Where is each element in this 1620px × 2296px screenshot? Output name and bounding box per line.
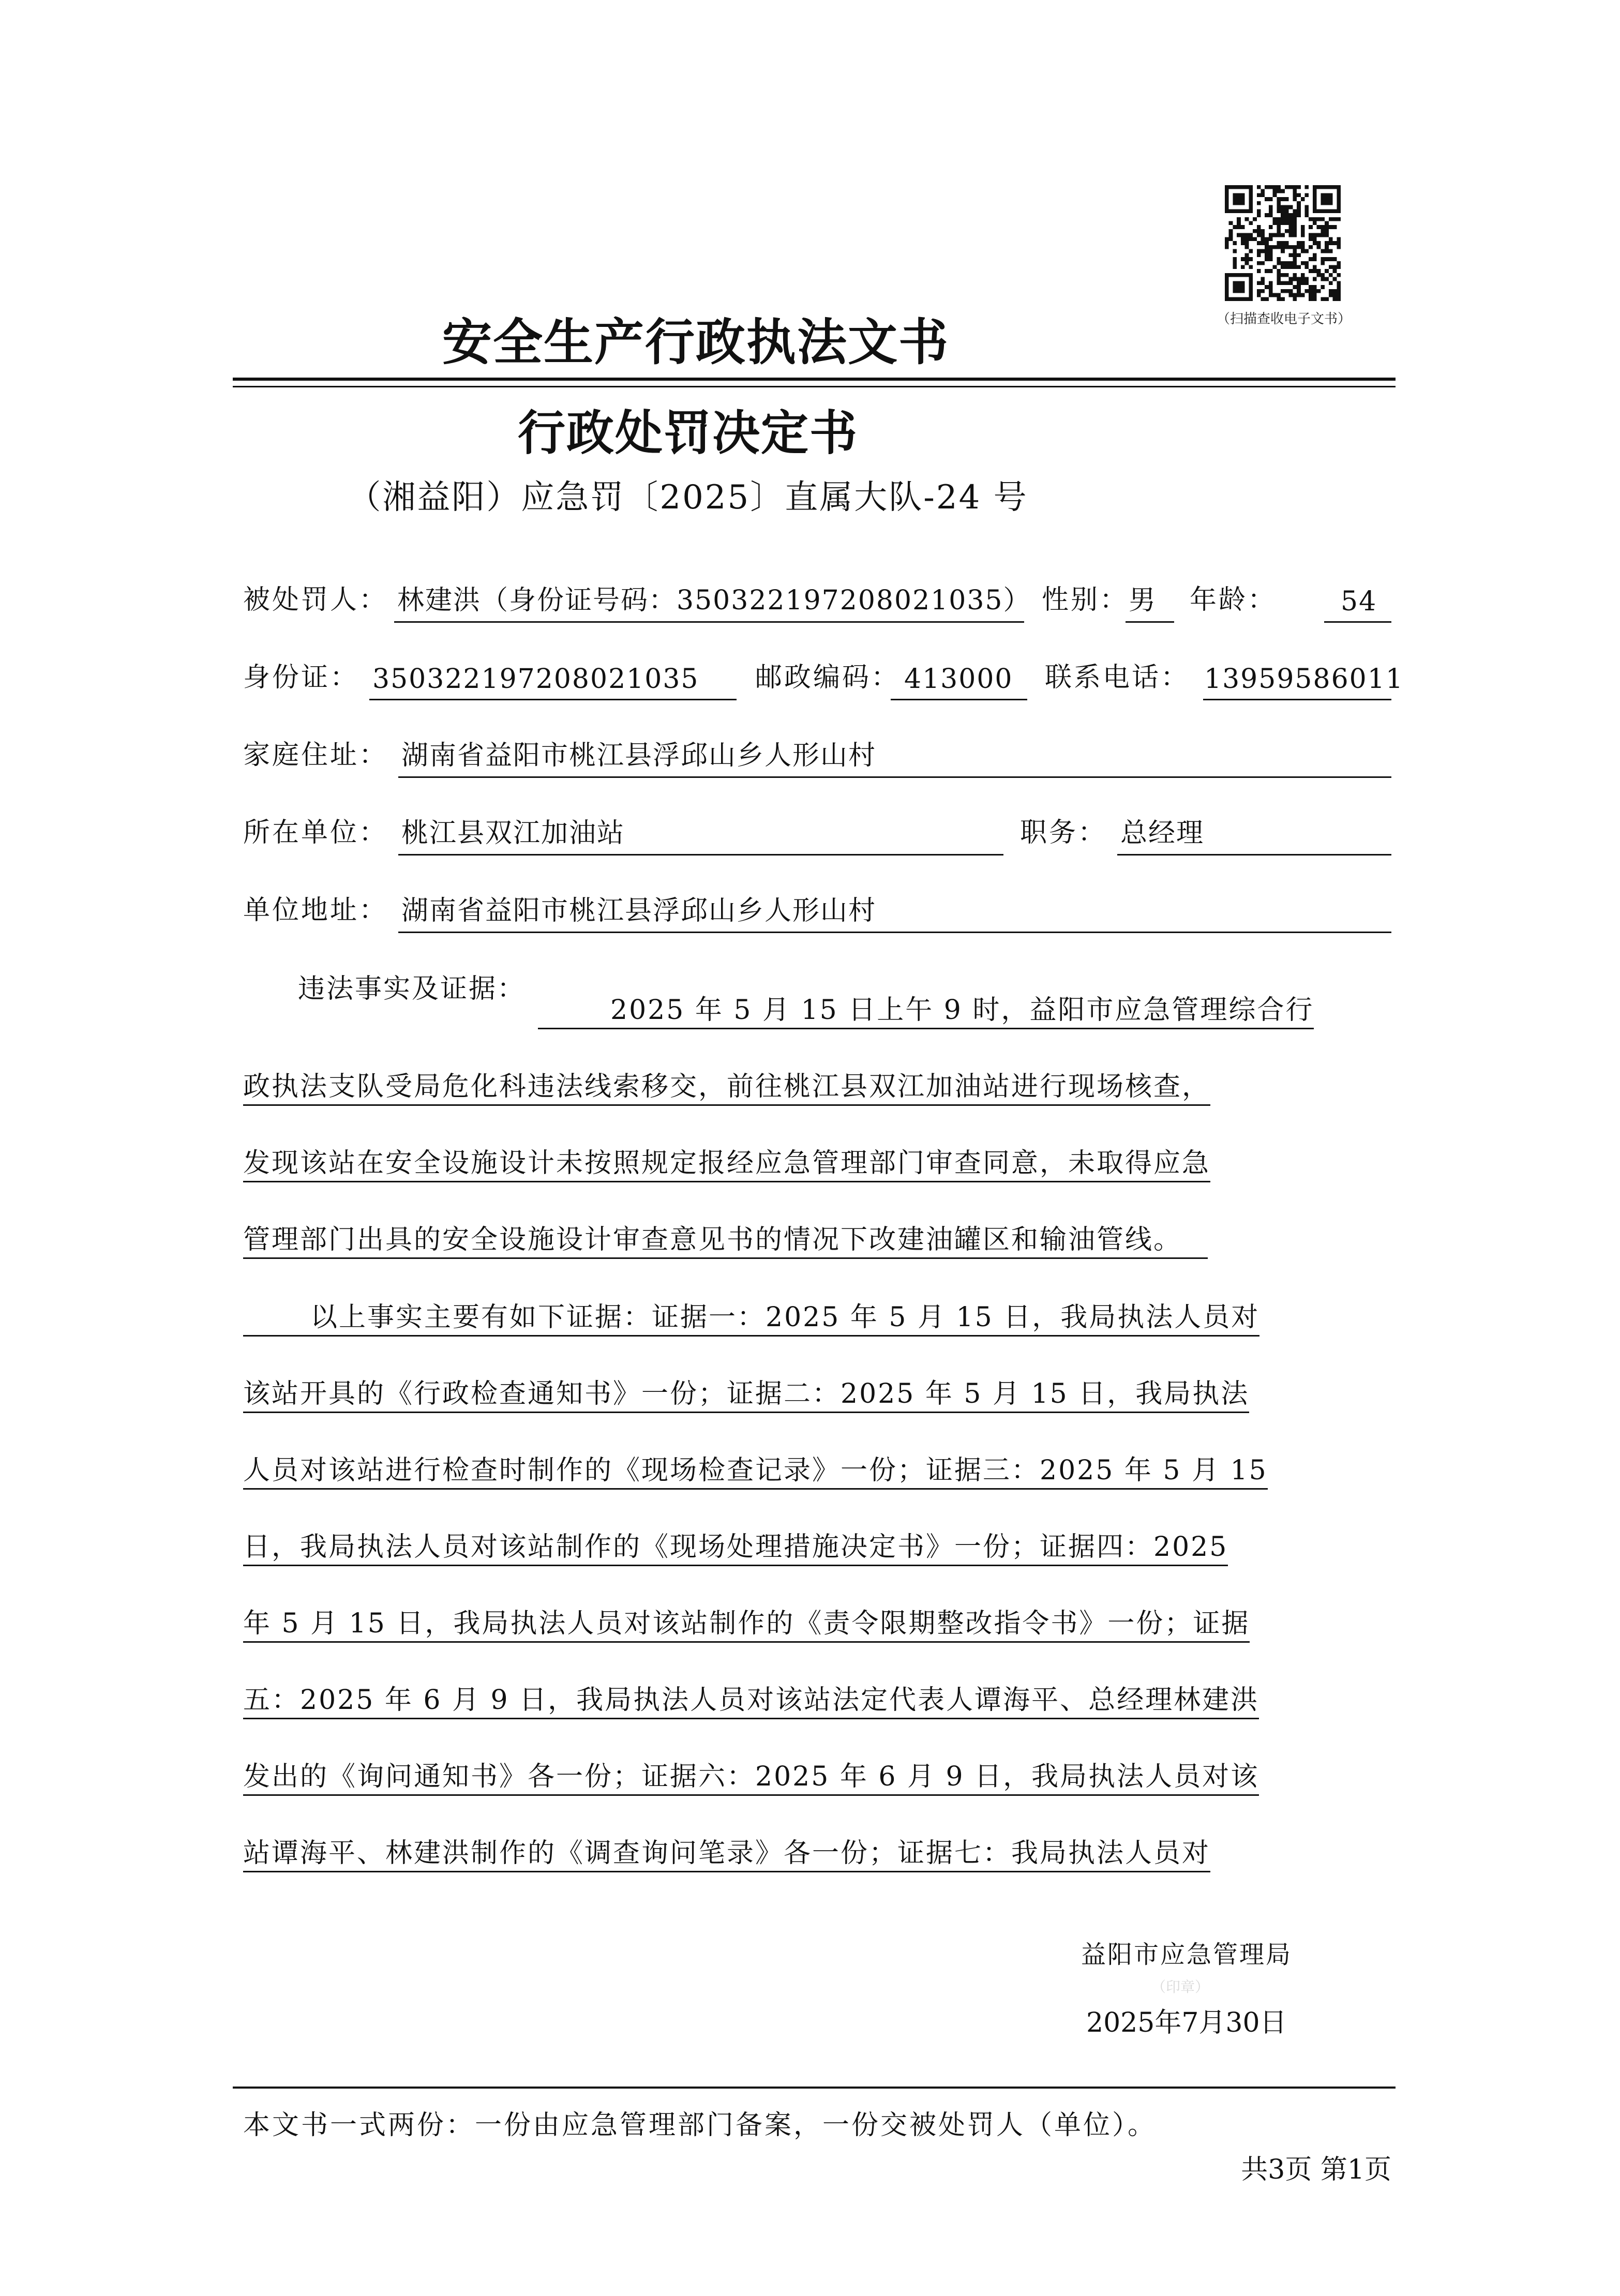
position-value: 总经理 (1120, 818, 1205, 849)
issuing-agency: 益阳市应急管理局 (1081, 1940, 1293, 1969)
evidence-line-text: 站谭海平、林建洪制作的《调查询问笔录》各一份；证据七：我局执法人员对 (243, 1838, 1210, 1872)
home-address-value: 湖南省益阳市桃江县浮邱山乡人形山村 (401, 740, 877, 771)
evidence-line (243, 1423, 1391, 1500)
gender-label: 性别： (1042, 584, 1129, 616)
employer-address-row (243, 895, 1391, 936)
position-field (1117, 818, 1391, 856)
postal-label: 邮政编码： (755, 662, 901, 693)
facts-line-text: 2025 年 5 月 15 日上午 9 时，益阳市应急管理综合行 (538, 995, 1314, 1029)
evidence-line-text: 人员对该站进行检查时制作的《现场检查记录》一份；证据三：2025 年 5 月 15 (243, 1455, 1268, 1490)
document-title: 行政处罚决定书 (517, 405, 858, 461)
document-number: （湘益阳）应急罚〔2025〕直属大队-24 号 (348, 478, 1028, 517)
qr-caption: （扫描查收电子文书） (1216, 311, 1351, 327)
facts-line (243, 1040, 1391, 1116)
evidence-list (243, 1270, 1391, 1883)
facts-line (243, 1116, 1391, 1193)
penalized-person-row (243, 584, 1391, 626)
postal-value: 413000 (904, 664, 1013, 695)
facts-line (243, 1193, 1391, 1269)
evidence-line (243, 1653, 1391, 1730)
penalized-label: 被处罚人： (243, 584, 388, 616)
evidence-line (243, 1806, 1391, 1883)
evidence-line-text: 该站开具的《行政检查通知书》一份；证据二：2025 年 5 月 15 日，我局执法 (243, 1378, 1249, 1413)
evidence-line-text: 日，我局执法人员对该站制作的《现场处理措施决定书》一份；证据四：2025 (243, 1532, 1228, 1566)
evidence-line (243, 1577, 1391, 1653)
phone-value-field (1203, 664, 1404, 700)
facts-label: 违法事实及证据： (298, 973, 526, 1004)
qr-code (1225, 185, 1341, 301)
evidence-line-text: 五：2025 年 6 月 9 日，我局执法人员对该站法定代表人谭海平、总经理林建洪 (243, 1685, 1259, 1719)
age-value: 54 (1341, 586, 1377, 617)
id-value-field (369, 664, 737, 700)
footer-rule (233, 2087, 1396, 2089)
evidence-line (243, 1270, 1391, 1347)
phone-label: 联系电话： (1045, 662, 1190, 693)
id-value: 350322197208021035 (372, 664, 699, 695)
home-address-field (398, 740, 1391, 778)
page-indicator: 共3页 第1页 (1241, 2154, 1391, 2185)
evidence-line (243, 1730, 1391, 1806)
age-label: 年龄： (1190, 584, 1277, 616)
postal-value-field (891, 664, 1027, 700)
gender-value-field (1126, 585, 1174, 623)
facts-line (243, 963, 1391, 1040)
home-address-label: 家庭住址： (243, 740, 388, 771)
facts-line-text: 发现该站在安全设施设计未按照规定报经应急管理部门审查同意，未取得应急 (243, 1148, 1210, 1182)
phone-value: 13959586011 (1204, 664, 1404, 695)
violation-facts (243, 963, 1391, 1269)
employer-address-field (398, 895, 1391, 933)
home-address-row (243, 740, 1391, 781)
evidence-line-text: 发出的《询问通知书》各一份；证据六：2025 年 6 月 9 日，我局执法人员对该 (243, 1761, 1259, 1796)
penalized-value-field (394, 585, 1031, 623)
employer-label: 所在单位： (243, 817, 388, 848)
seal-placeholder: （印章） (1151, 1978, 1210, 1995)
position-label: 职务： (1020, 817, 1107, 848)
employer-address-label: 单位地址： (243, 895, 388, 926)
id-label: 身份证： (243, 662, 359, 693)
evidence-line-text: 年 5 月 15 日，我局执法人员对该站制作的《责令限期整改指令书》一份；证据 (243, 1608, 1250, 1643)
document-series-title: 安全生产行政执法文书 (442, 313, 949, 371)
evidence-line-text: 以上事实主要有如下证据：证据一：2025 年 5 月 15 日，我局执法人员对 (243, 1302, 1259, 1337)
employer-field (398, 818, 1003, 856)
penalized-value: 林建洪（身份证号码：350322197208021035） (397, 585, 1031, 616)
evidence-line (243, 1347, 1391, 1423)
age-value-field (1324, 586, 1391, 623)
employer-row (243, 817, 1391, 859)
header-rule-thick (233, 378, 1396, 381)
evidence-line (243, 1500, 1391, 1577)
issue-date: 2025年7月30日 (1086, 2007, 1287, 2038)
facts-line-text: 管理部门出具的安全设施设计审查意见书的情况下改建油罐区和输油管线。 (243, 1224, 1208, 1259)
employer-value: 桃江县双江加油站 (401, 818, 625, 849)
copies-note: 本文书一式两份：一份由应急管理部门备案，一份交被处罚人（单位）。 (243, 2110, 1157, 2141)
contact-row (243, 662, 1404, 703)
employer-address-value: 湖南省益阳市桃江县浮邱山乡人形山村 (401, 895, 877, 926)
facts-line-text: 政执法支队受局危化科违法线索移交，前往桃江县双江加油站进行现场核查， (243, 1071, 1210, 1106)
gender-value: 男 (1129, 585, 1157, 616)
header-rule-thin (233, 386, 1396, 387)
